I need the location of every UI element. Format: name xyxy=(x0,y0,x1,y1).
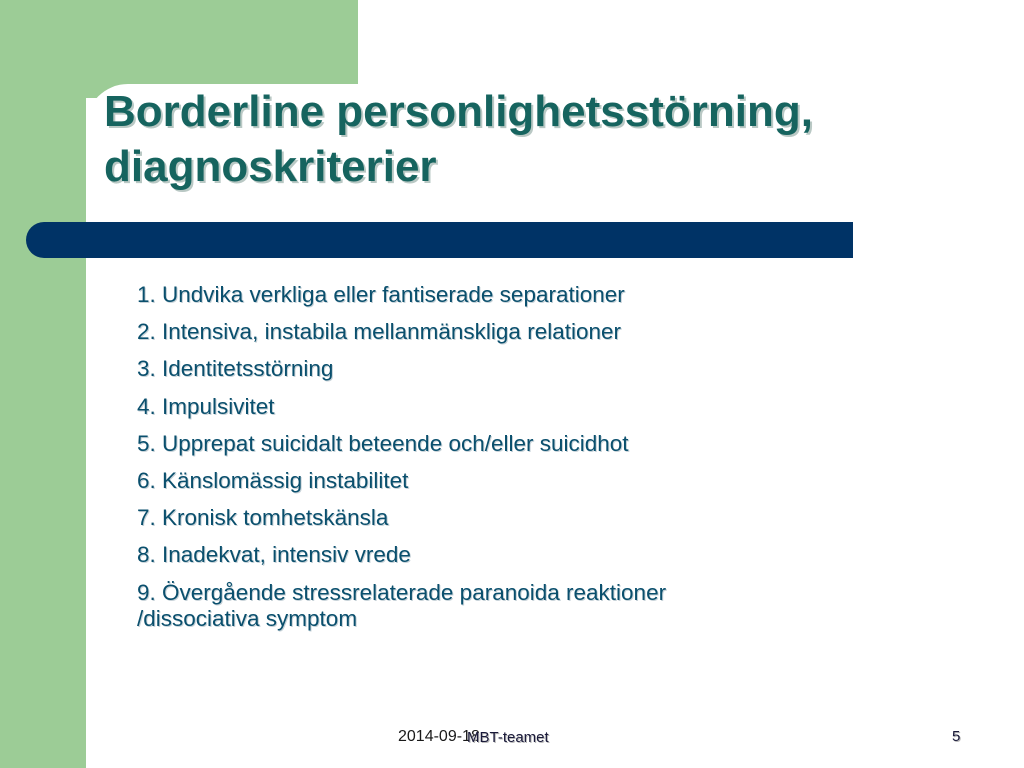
slide-title xyxy=(104,84,984,194)
title-underline-bar xyxy=(26,222,853,258)
criterion-item xyxy=(137,431,897,457)
title-line-2: diagnoskriterier xyxy=(104,142,437,191)
criterion-text: 2. Intensiva, instabila mellanmänskliga relationer xyxy=(137,319,622,345)
criterion-item xyxy=(137,505,897,531)
criterion-item xyxy=(137,580,897,632)
title-line-1: Borderline personlighetsstörning, xyxy=(104,87,813,136)
criterion-text: 4. Impulsivitet xyxy=(137,393,275,419)
criterion-text: 1. Undvika verkliga eller fantiserade separationer xyxy=(137,282,625,307)
green-decoration-left xyxy=(0,0,86,768)
criterion-text: 5. Upprepat suicidalt beteende och/eller suicidhot xyxy=(137,430,629,456)
criterion-item xyxy=(137,542,897,568)
criterion-item xyxy=(137,394,897,420)
criterion-text: 6. Känslomässig instabilitet xyxy=(137,467,409,493)
criterion-item xyxy=(137,356,897,382)
criterion-text: 9. Övergående stressrelaterade paranoida reaktioner xyxy=(137,579,667,605)
criterion-text: 8. Inadekvat, intensiv vrede xyxy=(137,542,411,568)
criterion-item xyxy=(137,468,897,494)
criterion-item xyxy=(137,282,897,308)
criterion-text-continuation: /dissociativa symptom xyxy=(137,605,358,631)
slide-number: 5 xyxy=(952,728,961,745)
criterion-text: 3. Identitetsstörning xyxy=(137,356,334,382)
criterion-item xyxy=(137,319,897,345)
criteria-list xyxy=(137,282,897,643)
footer-team-name: MBT-teamet xyxy=(467,729,549,746)
footer-date: 2014-09-18 xyxy=(398,728,480,745)
criterion-text: 7. Kronisk tomhetskänsla xyxy=(137,505,389,531)
